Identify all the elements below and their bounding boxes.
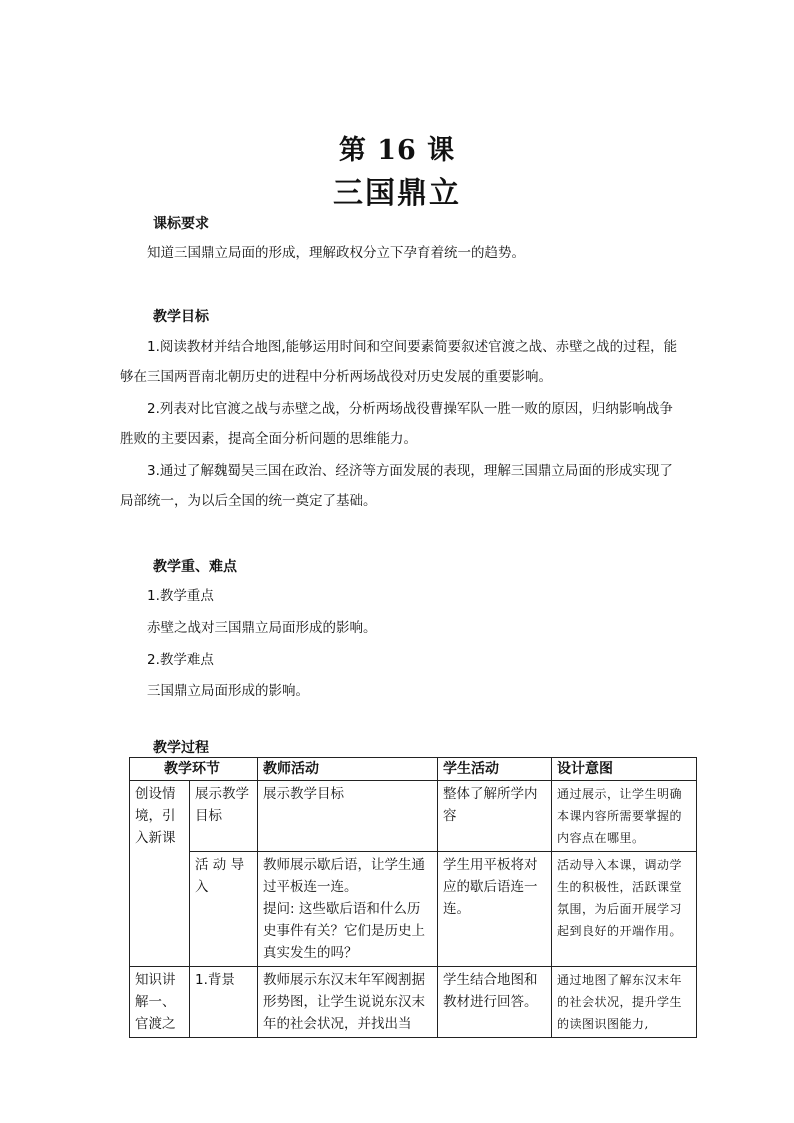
goals-heading: 教学目标: [153, 309, 209, 325]
focus-label: 1.教学重点: [147, 588, 214, 604]
header-stage: 教学环节: [130, 758, 258, 781]
standard-heading: 课标要求: [153, 216, 209, 232]
step-cell: 展示教学目标: [190, 781, 258, 852]
teacher-cell: 展示教学目标: [258, 781, 438, 852]
focus-text: 赤壁之战对三国鼎立局面形成的影响。: [147, 620, 377, 636]
standard-text: 知道三国鼎立局面的形成，理解政权分立下孕育着统一的趋势。: [147, 245, 525, 261]
table-row: [130, 967, 697, 1038]
intent-cell: 通过展示，让学生明确本课内容所需要掌握的内容点在哪里。: [552, 781, 697, 852]
table-row: [130, 852, 697, 967]
teacher-line: 教师展示歇后语，让学生通过平板连一连。: [263, 857, 425, 895]
difficulty-label: 2.教学难点: [147, 652, 214, 668]
process-heading: 教学过程: [153, 740, 209, 756]
intent-cell: 通过地图了解东汉末年的社会状况，提升学生的读图识图能力,: [552, 967, 697, 1038]
step-cell: 1.背景: [190, 967, 258, 1038]
intent-cell: 活动导入本课，调动学生的积极性，活跃课堂氛围，为后面开展学习起到良好的开端作用。: [552, 852, 697, 967]
student-cell: 学生结合地图和教材进行回答。: [438, 967, 552, 1038]
section-cell: 知识讲解一、官渡之: [130, 967, 190, 1038]
table-header-row: [130, 758, 697, 781]
goal-item-1: 1.阅读教材并结合地图,能够运用时间和空间要素简要叙述官渡之战、赤壁之战的过程，能够在三国两晋南北朝历史的进程中分析两场战役对历史发展的重要影响。: [120, 339, 678, 385]
table-row: [130, 781, 697, 852]
header-teacher: 教师活动: [258, 758, 438, 781]
goal-item-3: 3.通过了解魏蜀吴三国在政治、经济等方面发展的表现，理解三国鼎立局面的形成实现了局部统一，为以后全国的统一奠定了基础。: [120, 463, 673, 509]
header-student: 学生活动: [438, 758, 552, 781]
goal-item-2: 2.列表对比官渡之战与赤壁之战，分析两场战役曹操军队一胜一败的原因，归纳影响战争胜败的主要因素，提高全面分析问题的思维能力。: [120, 401, 673, 447]
student-cell: 学生用平板将对应的歇后语连一连。: [438, 852, 552, 967]
step-cell: 活 动 导入: [190, 852, 258, 967]
teacher-line: 提问: 这些歇后语和什么历史事件有关？它们是历史上真实发生的吗？: [263, 901, 425, 961]
teacher-cell: 教师展示东汉末年军阀割据形势图，让学生说说东汉末年的社会状况，并找出当: [258, 967, 438, 1038]
keypoints-heading: 教学重、难点: [153, 559, 237, 575]
teacher-cell: [258, 852, 438, 967]
section-cell: 创设情境，引入新课: [130, 781, 190, 967]
student-cell: 整体了解所学内容: [438, 781, 552, 852]
teaching-process-table: [129, 757, 697, 1038]
lesson-title: 三国鼎立: [333, 176, 461, 211]
lesson-number: 第 16 课: [338, 135, 456, 166]
difficulty-text: 三国鼎立局面形成的影响。: [147, 683, 309, 699]
header-intent: 设计意图: [552, 758, 697, 781]
